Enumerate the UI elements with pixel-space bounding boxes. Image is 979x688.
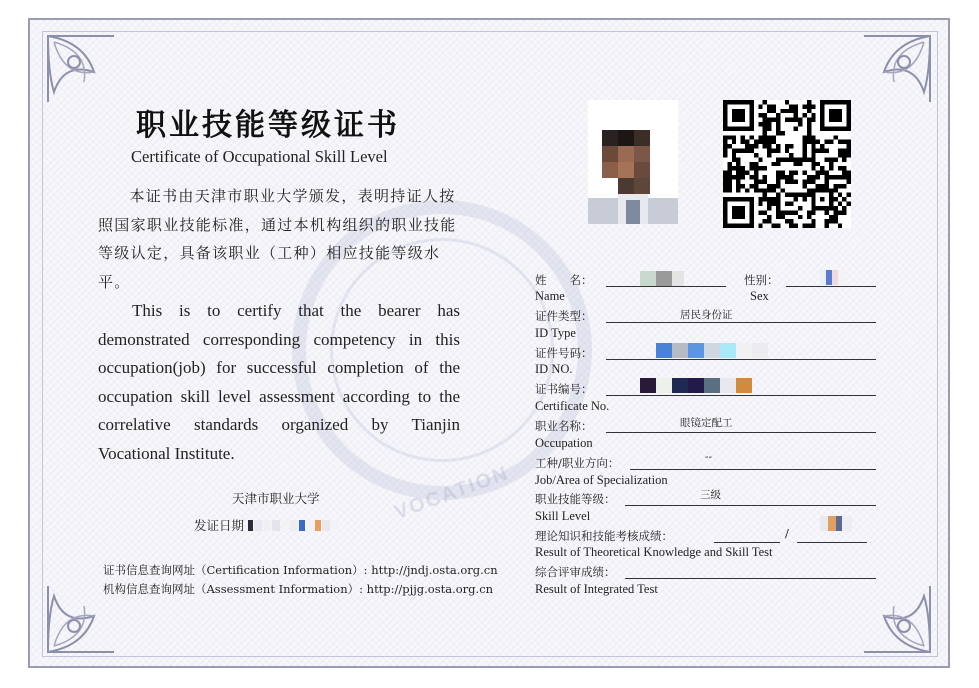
redacted-issue-date: [248, 520, 339, 531]
id-type-label-en: ID Type: [535, 326, 576, 340]
ornament-corner-icon: [848, 32, 934, 118]
skill-level-underline: [625, 505, 876, 506]
watermark-seal-text: VOCATION: [391, 462, 513, 524]
id-no-underline: [606, 359, 876, 360]
id-type-label-cn: 证件类型：: [535, 309, 593, 323]
job-area-underline: [630, 469, 876, 470]
id-no-label-en: ID NO.: [535, 362, 573, 376]
cert-no-underline: [606, 395, 876, 396]
occupation-underline: [606, 432, 876, 433]
redacted-name: [640, 271, 684, 286]
skill-level-label-cn: 职业技能等级：: [535, 492, 616, 506]
holder-photo: [588, 100, 678, 224]
qr-code-icon: [723, 100, 851, 228]
skill-level-label-en: Skill Level: [535, 509, 591, 523]
theory-result-label-cn: 理论知识和技能考核成绩：: [535, 529, 673, 543]
name-label-en: Name: [535, 289, 565, 303]
id-type-underline: [606, 322, 876, 323]
job-area-label-en: Job/Area of Specialization: [535, 473, 668, 487]
statement-cn: 本证书由天津市职业大学颁发，表明持证人按照国家职业技能标准，通过本机构组织的职业技能等级认定，具备该职业（工种）相应技能等级水平。: [98, 187, 457, 291]
theory-result-underline-2: [797, 542, 867, 543]
cert-no-label-en: Certificate No.: [535, 399, 610, 413]
certificate-title-en: Certificate of Occupational Skill Level: [131, 147, 388, 166]
id-type-value: 居民身份证: [680, 309, 733, 321]
job-area-value: --: [705, 451, 713, 463]
sex-label-cn: 性别：: [744, 273, 779, 287]
job-area-label-cn: 工种/职业方向：: [535, 456, 620, 470]
theory-result-label-en: Result of Theoretical Knowledge and Skill Test: [535, 545, 773, 559]
certificate-title-cn: 职业技能等级证书: [136, 108, 400, 143]
issue-date-label: 发证日期: [194, 518, 245, 533]
cert-info-url: 证书信息查询网址（Certification Information）: http://jndj.osta.org.cn: [103, 563, 498, 577]
ornament-corner-icon: [848, 570, 934, 656]
cert-no-label-cn: 证书编号：: [535, 382, 593, 396]
ornament-corner-icon: [44, 32, 130, 118]
issue-date: [194, 516, 339, 534]
integrated-result-label-en: Result of Integrated Test: [535, 582, 658, 596]
redacted-id-no: [656, 343, 768, 358]
statement-en: This is to certify that the bearer has demonstrated corresponding competency in this occupation(job) for successful completion of the occupation skill level assessment according to the correlative standards organized by Tianjin Vocational Institute.: [98, 301, 460, 463]
occupation-value: 眼镜定配工: [680, 417, 733, 429]
assess-info-url: 机构信息查询网址（Assessment Information）: http://pjjg.osta.org.cn: [103, 582, 494, 596]
occupation-label-en: Occupation: [535, 436, 593, 450]
sex-underline: [786, 286, 876, 287]
occupation-label-cn: 职业名称：: [535, 419, 593, 433]
sex-label-en: Sex: [750, 289, 769, 303]
theory-result-underline-1: [714, 542, 780, 543]
name-underline: [606, 286, 726, 287]
name-label-cn: 姓 名：: [535, 273, 593, 287]
theory-result-separator: /: [785, 526, 789, 540]
id-no-label-cn: 证件号码：: [535, 346, 593, 360]
integrated-result-underline: [625, 578, 876, 579]
redacted-sex: [820, 270, 846, 285]
redacted-theory-result: [820, 516, 852, 531]
redacted-cert-no: [640, 378, 752, 393]
issuer-name: 天津市职业大学: [232, 491, 320, 506]
integrated-result-label-cn: 综合评审成绩：: [535, 565, 616, 579]
skill-level-value: 三级: [700, 489, 721, 501]
